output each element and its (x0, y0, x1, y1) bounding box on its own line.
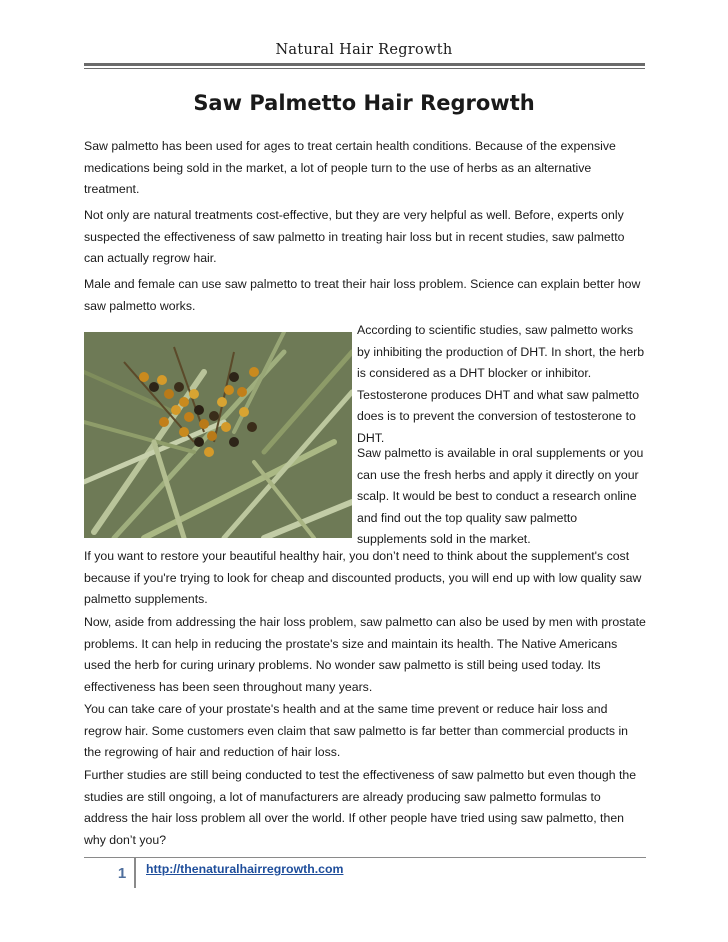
paragraph-availability: Saw palmetto is available in oral supplements or you can use the fresh herbs and apply it directly on your scalp. It would be best to conduct a research online and find out the top quality saw palmetto supplements sold in the market. (357, 446, 644, 546)
saw-palmetto-photo (84, 332, 352, 538)
paragraph-cost: If you want to restore your beautiful healthy hair, you don’t need to think about the supplement's cost because if you're trying to look for cheap and discounted products, you will end up with low quality saw palmetto supplements. (84, 549, 642, 606)
running-header: Natural Hair Regrowth (275, 42, 453, 58)
footer-rule (84, 857, 646, 858)
paragraph-intro: Saw palmetto has been used for ages to treat certain health conditions. Because of the expensive medications being sold in the market, a lot of people turn to the use of herbs as an alternative treatment. (84, 139, 616, 196)
paragraph-dht: According to scientific studies, saw palmetto works by inhibiting the production of DHT. In short, the herb is considered as a DHT blocker or inhibitor. Testosterone produces DHT and what saw palmetto does is to prevent the conversion of testosterone to DHT. (357, 323, 645, 445)
page-number: 1 (117, 865, 127, 882)
article-title: Saw Palmetto Hair Regrowth (193, 91, 535, 115)
paragraph-cost-effective: Not only are natural treatments cost-effective, but they are very helpful as well. Before, experts only suspected the effectiveness of saw palmetto in treating hair loss but in recent studies, saw palmetto can actually regrow hair. (84, 208, 625, 265)
paragraph-prostate-health: You can take care of your prostate's health and at the same time prevent or reduce hair loss and regrow hair. Some customers even claim that saw palmetto is far better than commercial products in the regrowing of hair and reduction of hair loss. (84, 702, 629, 759)
header-rule-thin (84, 68, 645, 69)
paragraph-prostate: Now, aside from addressing the hair loss problem, saw palmetto can also be used by men with prostate problems. It can help in reducing the prostate's size and maintain its health. The Native Americans used the herb for curing urinary problems. No wonder saw palmetto is still being used today. Its effectiveness has been seen throughout many years. (84, 615, 646, 694)
paragraph-further-studies: Further studies are still being conducted to test the effectiveness of saw palmetto but even though the studies are still ongoing, a lot of manufacturers are already producing saw palmetto formulas to address the hair loss problem all over the world. If other people have tried using saw palmetto, then why don’t you? (84, 768, 637, 847)
footer-separator (134, 858, 136, 888)
paragraph-science: Male and female can use saw palmetto to treat their hair loss problem. Science can explain better how saw palmetto works. (84, 277, 641, 313)
footer-website-link[interactable]: http://thenaturalhairregrowth.com (146, 862, 344, 876)
header-rule-thick (84, 63, 645, 66)
